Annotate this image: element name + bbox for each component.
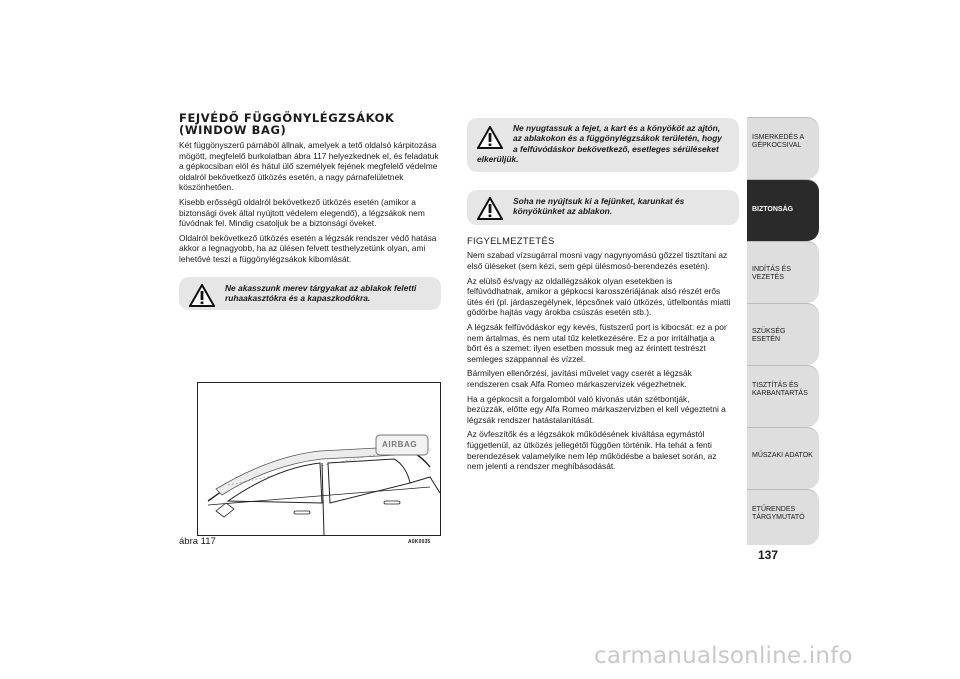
text-line: mögött, megfelelő burkolatban ábra 117 helyezkednek el, és feladatuk [179, 150, 439, 161]
text-line: fúvódnak fel. Mindig csatoljuk be a biztonsági öveket. [179, 218, 377, 229]
tab-szukseg[interactable] [747, 303, 819, 365]
text-line: első üléseket (sem kézi, sem gépi ülésmosó-berendezés esetén). [467, 261, 710, 272]
section-title [179, 112, 441, 136]
text-line: Két függönyszerű párnából állnak, amelyek a tető oldalsó kárpitozása [179, 140, 437, 150]
tab-label: TISZTÍTÁS ÉS [752, 382, 799, 389]
text-line: Ha a gépkocsit a forgalomból való kivonás után szétbontják, [467, 393, 690, 404]
figure-117 [197, 382, 441, 536]
text-line: A légzsák felfúvódáskor egy kevés, füstszerű port is kibocsát: ez a por [467, 322, 727, 332]
warning-line: Ne akasszunk merev tárgyakat az ablakok feletti [225, 282, 417, 293]
text-line: oldalról bekövetkező ütközés esetén, a nagy párnafelületnek [179, 171, 404, 182]
airbag-badge-label: AIRBAG [382, 440, 418, 449]
text-line: Oldalról bekövetkező ütközés esetén a légzsák rendszer védő hatása [179, 232, 437, 243]
paragraph-dust [467, 322, 739, 364]
text-line: Az elülső és/vagy az oldallégzsákok olyan esetekben is [467, 275, 673, 286]
warning-line: Ne nyugtassuk a fejet, a kart és a könyököt az ajtón, [513, 123, 721, 133]
right-column [467, 118, 739, 476]
text-line: Bármilyen ellenőrzési, javítási művelet vagy cserét a légzsák [467, 368, 692, 379]
warning-box-hangers [179, 277, 441, 311]
text-line: semleges szappannal és vízzel. [467, 353, 586, 364]
warning-heading: FIGYELMEZTETÉS [467, 235, 555, 247]
warning-line: ruhaakasztókra és a kapaszkodókra. [225, 292, 371, 303]
warning-line: a felfúvódáskor bekövetkező, esetleges sérüléseket [513, 143, 719, 154]
warning-line: könyökünket az ablakon. [513, 206, 613, 217]
title-line-2: (WINDOW BAG) [179, 123, 287, 137]
text-line: Nem szabad vízsugárral mosni vagy nagynyomású gőzzel tisztítani az [467, 250, 728, 261]
tab-ismerkedes[interactable] [747, 117, 819, 179]
tab-label: BIZTONSÁG [752, 206, 794, 213]
tab-label: TÁRGYMUTATÓ [752, 514, 805, 522]
tab-biztonsag[interactable] [747, 179, 819, 241]
figure-caption: ábra 117 [179, 536, 216, 547]
text-line: biztonsági övek által nyújtott védelem elegendő), a légzsákok nem [179, 207, 425, 218]
tab-label: SZÜKSÉG ESETÉN [752, 328, 786, 344]
watermark: carmanualsonline.info [594, 643, 853, 669]
text-line: köszönhetően. [179, 182, 234, 193]
left-column [179, 112, 441, 320]
tab-label: INDÍTÁS ÉS VEZETÉS [752, 266, 791, 282]
warning-line: Soha ne nyújtsuk ki a fejünket, karunkat és [513, 195, 685, 206]
title-line-1: FEJVÉDŐ FÜGGÖNYLÉGZSÁKOK [179, 111, 395, 125]
text-line: légzsák rendszer hatástalanítását. [467, 414, 595, 425]
paragraph-scrapping [467, 394, 739, 426]
text-line: a gépkocsiban elöl és hátul ülő személyek fejének megfelelő védelme [179, 161, 438, 172]
tab-label: MŰSZAKI ADATOK [752, 452, 813, 459]
paragraph-intro [179, 140, 441, 193]
text-line: bőrt és a szemet: ilyen esetben mossuk meg az érintett testrészt [467, 343, 706, 354]
paragraph-posture [179, 233, 441, 265]
text-line: rendszeren csak Alfa Romeo márkaszervizek végezhetnek. [467, 378, 687, 389]
paragraph-service [467, 368, 739, 389]
text-line: ütés éri (pl. járdaszegélynek, lépcsőnek való ütközés, útfelbontás miatti [467, 296, 731, 307]
warning-triangle-icon [477, 126, 503, 149]
tab-label: GÉPKOCSIVAL [752, 142, 802, 150]
warning-triangle-icon [189, 284, 215, 307]
tab-tisztitas[interactable] [747, 365, 819, 427]
text-line: Kisebb erősségű oldalról bekövetkező ütközés esetén (amikor a [179, 196, 416, 207]
text-line: felfúvódhatnak, amikor a gépkocsi karosszériájának alsó részét erős [467, 286, 721, 297]
car-side-window-illustration [198, 383, 440, 535]
warning-triangle-icon [477, 197, 503, 220]
text-line: berendezések valamelyike nem lép működésbe a baleset során, az [467, 450, 717, 461]
text-line: nem ártalmas, és nem utal tűz keletkezésére. Ez a por irritálhatja a [467, 332, 715, 343]
text-line: Az övfeszítők és a légzsákok működésének kiváltása egymástól [467, 429, 705, 440]
tab-label: KARBANTARTÁS [752, 390, 808, 398]
text-line: akkor a legnagyobb, ha az ülésen felvett testhelyzetünk olyan, ami [179, 243, 426, 254]
tab-targymutato[interactable] [747, 489, 819, 545]
warning-line: az ablakokon és a függönylégzsákok területén, hogy [513, 133, 722, 144]
tab-inditas[interactable] [747, 241, 819, 303]
tab-muszaki[interactable] [747, 427, 819, 489]
page-number: 137 [758, 548, 779, 562]
warning-line: elkerüljük. [477, 154, 519, 165]
tab-label: ISMERKEDÉS A [752, 134, 805, 141]
figure-code: A0K0035 [408, 539, 431, 545]
warning-box-head-arm [467, 118, 739, 172]
text-line: gödörbe hajtás vagy árokba csúszás esetén stb.). [467, 307, 652, 318]
warning-box-window [467, 190, 739, 226]
paragraph-pretensioners [467, 429, 739, 471]
text-line: lehetővé teszi a függönylégzsákok kibomlását. [179, 253, 352, 264]
text-line: bezúzzák, előtte egy Alfa Romeo márkaszervizben el kell végeztetni a [467, 404, 726, 415]
paragraph-underbody [467, 276, 739, 318]
tab-label: ETŰRENDES [752, 506, 796, 513]
paragraph-washing [467, 250, 739, 271]
text-line: nem jelenti a rendszer meghibásodását. [467, 461, 616, 472]
text-line: függetlenül, az ütközés jellegétől függően történik. Ha tehát a fenti [467, 439, 712, 450]
paragraph-low-impact [179, 197, 441, 229]
